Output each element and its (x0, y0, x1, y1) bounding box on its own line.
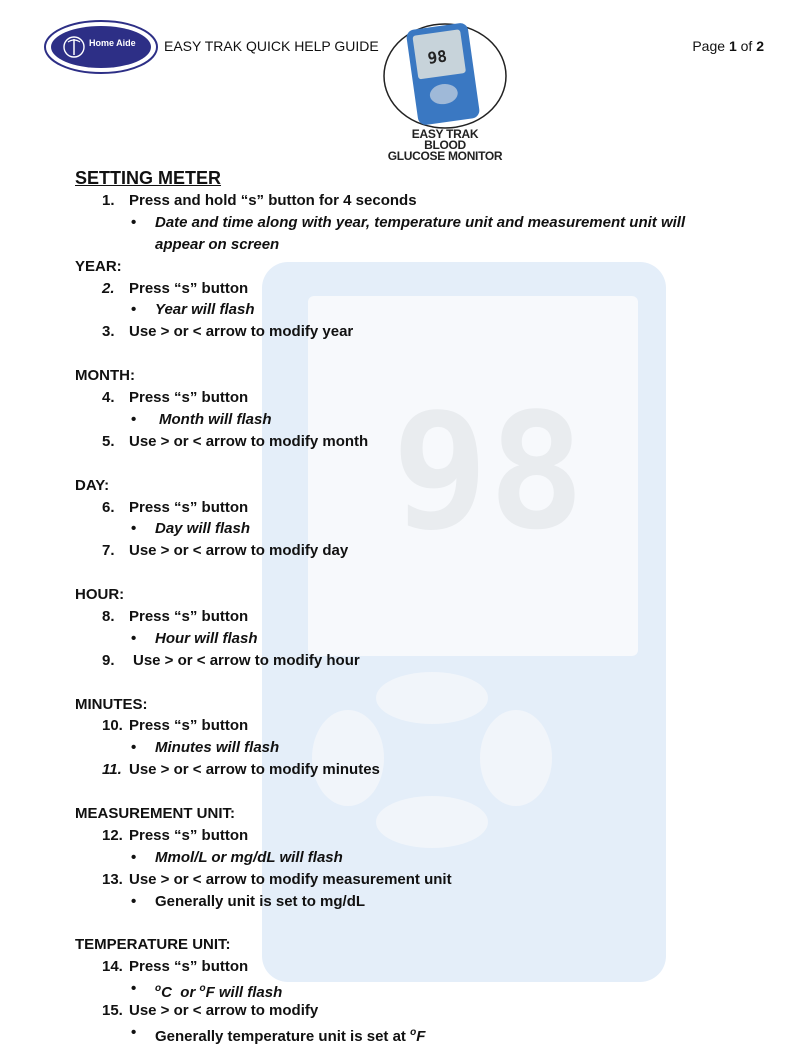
step-12: 12. Press “s” button (102, 826, 249, 844)
section-heading: SETTING METER (75, 168, 222, 188)
home-aide-logo (44, 20, 158, 74)
step-5: 5. Use > or < arrow to modify month (102, 432, 369, 450)
step-3: 3. Use > or < arrow to modify year (102, 323, 354, 341)
step-1-bullet: • Date and time along with year, temperature unit and measurement unit will appear on screen (131, 213, 686, 253)
step-9: 9. Use > or < arrow to modify hour (102, 651, 360, 669)
step-14: 14. Press “s” button (102, 958, 249, 976)
step-2-bullet: • Year will flash (131, 301, 255, 319)
step-15-bullet: • Generally temperature unit is set at $^o$F (131, 1023, 426, 1045)
page-indicator (692, 38, 764, 54)
step-14-bullet: • $^o$C or $^o$F will flash (131, 980, 283, 1002)
step-8: 8. Press “s” button (102, 607, 249, 625)
month-title: MONTH: (75, 367, 135, 385)
step-12-bullet: • Mmol/L or mg/dL will flash (131, 848, 343, 866)
product-label-2: BLOOD (424, 138, 466, 152)
step-10-bullet: • Minutes will flash (131, 739, 280, 757)
product-label-3: GLUCOSE MONITOR (387, 149, 503, 163)
step-13-bullet: • Generally unit is set to mg/dL (131, 892, 366, 910)
step-1: 1. Press and hold “s” button for 4 seconds (102, 192, 417, 209)
svg-text:98: 98 (392, 378, 585, 565)
measurement-title: MEASUREMENT UNIT: (75, 804, 235, 822)
step-4-bullet: • Month will flash (131, 410, 272, 428)
step-6-bullet: • Day will flash (131, 520, 251, 538)
guide-title: EASY TRAK QUICK HELP GUIDE (164, 38, 379, 54)
step-6: 6. Press “s” button (102, 498, 249, 516)
step-4: 4. Press “s” button (102, 389, 249, 407)
page-total: 2 (756, 38, 764, 54)
guide-content (75, 166, 755, 1044)
hour-title: HOUR: (75, 586, 125, 604)
logo-text: Home Aide (89, 38, 136, 48)
step-13: 13. Use > or < arrow to modify measurement unit (102, 870, 452, 888)
year-title: YEAR: (75, 257, 122, 275)
page-of: of (740, 38, 753, 54)
page-current: 1 (728, 38, 737, 54)
page-label: Page (692, 38, 726, 54)
step-8-bullet: • Hour will flash (131, 629, 258, 647)
screen-value: 98 (426, 46, 449, 68)
day-title: DAY: (75, 476, 110, 494)
step-10: 10. Press “s” button (102, 717, 249, 735)
product-image (372, 18, 518, 168)
temperature-title: TEMPERATURE UNIT: (75, 936, 231, 954)
minutes-title: MINUTES: (75, 695, 148, 713)
step-11: 11. Use > or < arrow to modify minutes (102, 761, 380, 779)
step-15: 15. Use > or < arrow to modify (102, 1001, 319, 1019)
product-label-1: EASY TRAK (411, 127, 479, 141)
step-2: 2. Press “s” button (102, 279, 249, 297)
step-7: 7. Use > or < arrow to modify day (102, 542, 349, 560)
